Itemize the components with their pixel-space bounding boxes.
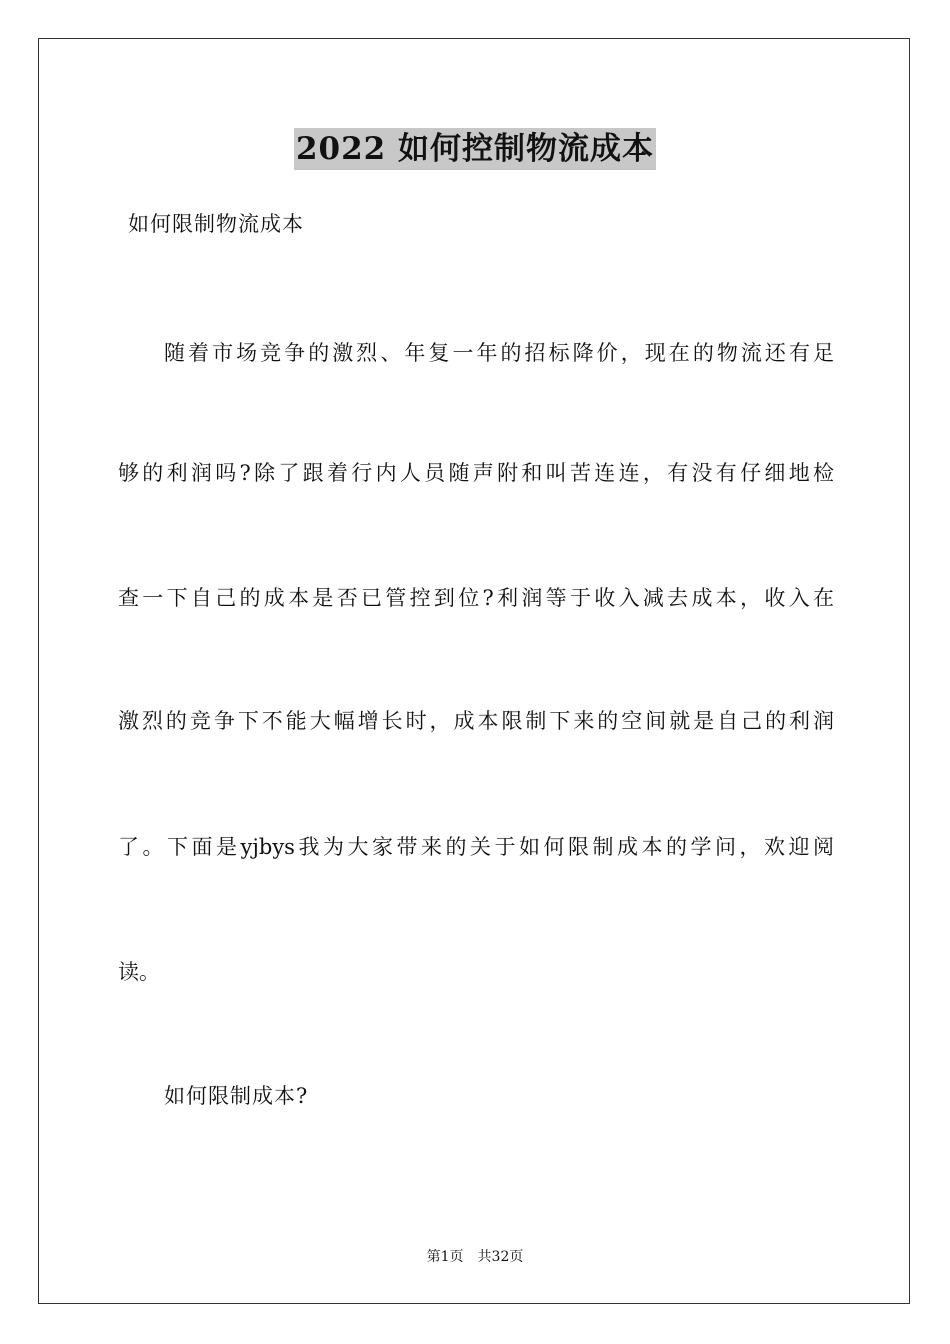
paragraph-line: 查一下自己的成本是否已管控到位?利润等于收入减去成本，收入在 <box>118 586 834 610</box>
paragraph-line: 读。 <box>118 960 160 984</box>
page-total: 共32页 <box>477 1249 524 1265</box>
paragraph-line: 激烈的竞争下不能大幅增长时，成本限制下来的空间就是自己的利润 <box>118 709 834 733</box>
document-subtitle: 如何限制物流成本 <box>128 212 304 236</box>
title-container <box>0 128 950 170</box>
paragraph-line: 够的利润吗?除了跟着行内人员随声附和叫苦连连，有没有仔细地检 <box>118 461 834 485</box>
paragraph-line: 随着市场竞争的激烈、年复一年的招标降价，现在的物流还有足 <box>164 341 834 365</box>
paragraph-line: 了。下面是yjbys我为大家带来的关于如何限制成本的学问，欢迎阅 <box>118 835 834 859</box>
section-heading: 如何限制成本? <box>164 1084 309 1108</box>
document-title: 2022 如何控制物流成本 <box>294 128 656 170</box>
page-footer <box>0 1247 950 1267</box>
page-number: 第1页 <box>426 1249 464 1265</box>
